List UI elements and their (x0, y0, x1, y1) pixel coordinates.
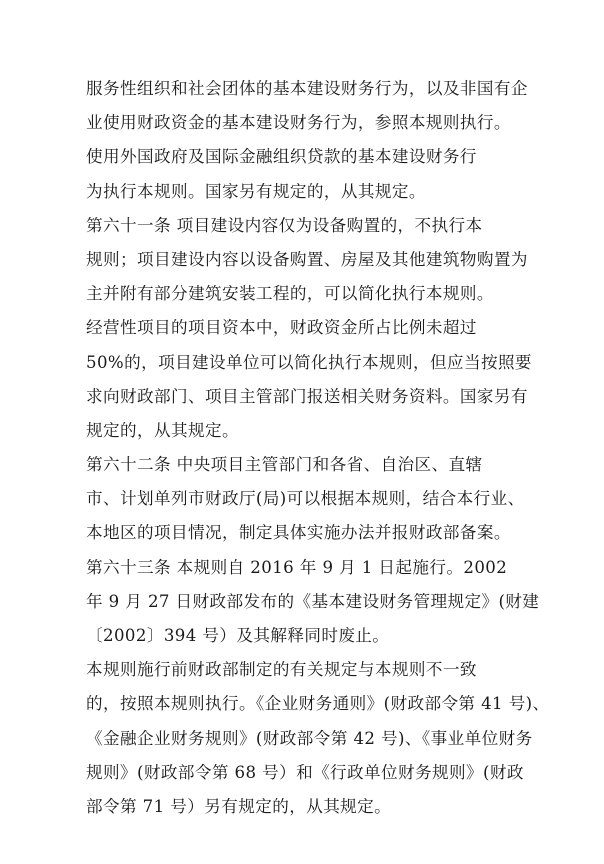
text-line: 规则；项目建设内容以设备购置、房屋及其他建筑物购置为 (86, 249, 528, 269)
text-line: 年 9 月 27 日财政部发布的《基本建设财务管理规定》(财建 (86, 591, 540, 611)
text-line: 规定的，从其规定。 (86, 420, 239, 440)
article-63-line: 第六十三条 本规则自 2016 年 9 月 1 日起施行。2002 (86, 557, 508, 577)
article-62-line: 第六十二条 中央项目主管部门和各省、自治区、直辖 (86, 455, 483, 475)
text-line: 规则》(财政部令第 68 号）和《行政单位财务规则》(财政 (86, 762, 524, 782)
text-line: 使用外国政府及国际金融组织贷款的基本建设财务行 (86, 147, 477, 167)
text-line: 为执行本规则。国家另有规定的，从其规定。 (86, 181, 426, 201)
text-line: 经营性项目的项目资本中，财政资金所占比例未超过 (86, 318, 477, 338)
text-line: 50%的，项目建设单位可以简化执行本规则，但应当按照要 (86, 352, 532, 372)
text-line: 《金融企业财务规则》(财政部令第 42 号)、《事业单位财务 (86, 728, 533, 748)
text-line: 部令第 71 号）另有规定的，从其规定。 (86, 796, 392, 816)
article-61-line: 第六十一条 项目建设内容仅为设备购置的，不执行本 (86, 215, 483, 235)
text-line: 求向财政部门、项目主管部门报送相关财务资料。国家另有 (86, 386, 528, 406)
text-line: 〔2002〕394 号）及其解释同时废止。 (86, 626, 390, 645)
text-line: 市、计划单列市财政厅(局)可以根据本规则，结合本行业、 (86, 489, 525, 509)
text-line: 的，按照本规则执行。《企业财务通则》(财政部令第 41 号)、 (86, 694, 550, 714)
text-line: 本规则施行前财政部制定的有关规定与本规则不一致 (86, 660, 477, 680)
regulation-text-body (86, 72, 550, 824)
text-line: 主并附有部分建筑安装工程的，可以简化执行本规则。 (86, 284, 494, 304)
text-line: 服务性组织和社会团体的基本建设财务行为，以及非国有企 (86, 79, 528, 98)
text-line: 本地区的项目情况，制定具体实施办法并报财政部备案。 (86, 523, 511, 543)
text-line: 业使用财政资金的基本建设财务行为，参照本规则执行。 (86, 113, 511, 133)
